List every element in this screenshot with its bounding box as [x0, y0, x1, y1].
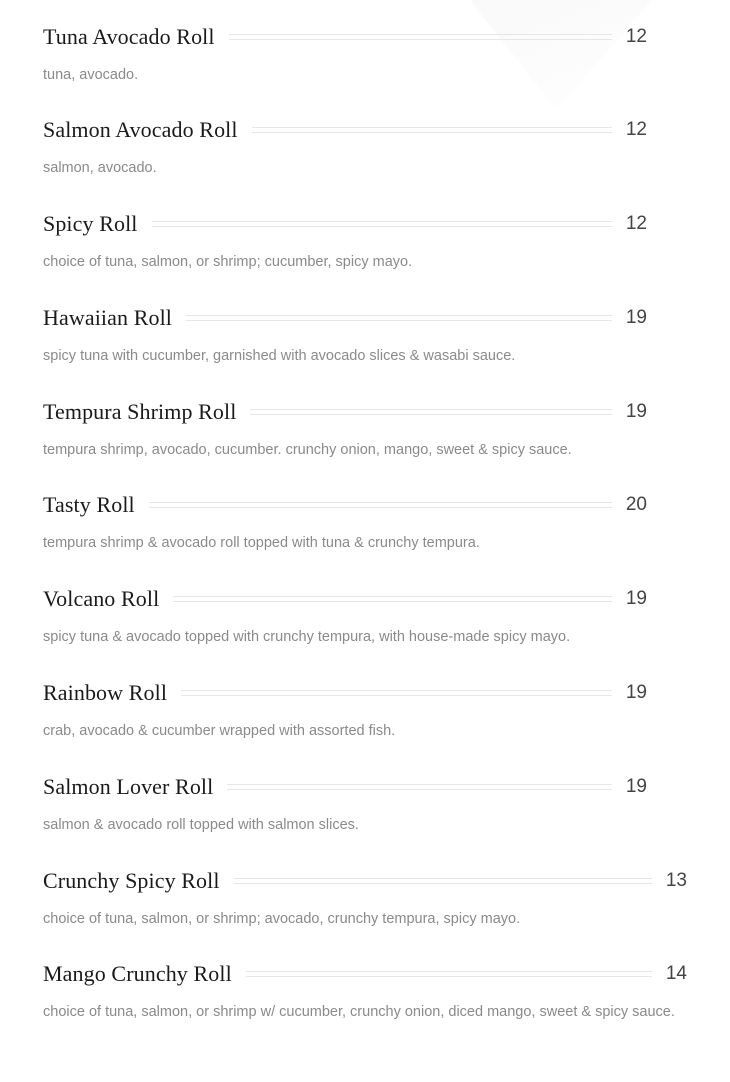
menu-item-price: 20: [625, 494, 647, 515]
menu-item-name: Spicy Roll: [43, 211, 138, 236]
menu-item-description: tempura shrimp & avocado roll topped with tuna & crunchy tempura.: [43, 535, 480, 551]
menu-item: [43, 487, 647, 556]
menu-item-price: 12: [625, 26, 647, 47]
menu-item: [43, 581, 647, 650]
menu-item-description: choice of tuna, salmon, or shrimp; avocado, crunchy tempura, spicy mayo.: [43, 911, 521, 927]
menu-item-description: salmon & avocado roll topped with salmon slices.: [43, 817, 359, 833]
menu-item-name: Salmon Avocado Roll: [43, 117, 238, 142]
menu-item-description: tuna, avocado.: [43, 67, 139, 83]
price-leader-line: [234, 878, 652, 884]
menu-item-description: choice of tuna, salmon, or shrimp; cucumber, spicy mayo.: [43, 254, 413, 270]
menu-item-name: Tempura Shrimp Roll: [43, 399, 237, 424]
menu-item-price: 12: [625, 213, 647, 234]
menu-item-name: Salmon Lover Roll: [43, 774, 214, 799]
menu-item-price: 14: [665, 963, 687, 984]
menu-item-price: 19: [625, 307, 647, 328]
price-leader-line: [152, 221, 612, 227]
menu-item: [43, 112, 647, 181]
menu-item: [43, 956, 687, 1025]
menu-item-price: 12: [625, 119, 647, 140]
menu-item-name: Hawaiian Roll: [43, 305, 172, 330]
menu-item: [43, 206, 647, 275]
menu-item-description: spicy tuna with cucumber, garnished with avocado slices & wasabi sauce.: [43, 348, 516, 364]
menu-item-description: spicy tuna & avocado topped with crunchy tempura, with house-made spicy mayo.: [43, 629, 571, 645]
menu-item: [43, 863, 687, 932]
price-leader-line: [250, 409, 611, 415]
menu-item-description: choice of tuna, salmon, or shrimp w/ cucumber, crunchy onion, diced mango, sweet & spicy sauce.: [43, 1004, 675, 1020]
menu-item-price: 13: [665, 870, 687, 891]
menu-item-name: Volcano Roll: [43, 586, 160, 611]
menu-item-description: tempura shrimp, avocado, cucumber. crunchy onion, mango, sweet & spicy sauce.: [43, 442, 572, 458]
price-leader-line: [227, 784, 612, 790]
price-leader-line: [246, 971, 652, 977]
menu-item: [43, 675, 647, 744]
menu-item-name: Rainbow Roll: [43, 680, 168, 705]
menu-item: [43, 19, 647, 88]
menu-item-name: Crunchy Spicy Roll: [43, 868, 220, 893]
menu-item-price: 19: [625, 776, 647, 797]
price-leader-line: [181, 690, 612, 696]
menu-item-description: salmon, avocado.: [43, 160, 157, 176]
menu-item-name: Tuna Avocado Roll: [43, 24, 215, 49]
menu-item: [43, 300, 647, 369]
price-leader-line: [149, 502, 612, 508]
price-leader-line: [186, 315, 612, 321]
menu-item-name: Mango Crunchy Roll: [43, 961, 232, 986]
menu-item-price: 19: [625, 401, 647, 422]
menu-item: [43, 394, 647, 463]
menu-item-description: crab, avocado & cucumber wrapped with assorted fish.: [43, 723, 396, 739]
menu-item-price: 19: [625, 588, 647, 609]
price-leader-line: [229, 34, 612, 40]
price-leader-line: [252, 127, 612, 133]
price-leader-line: [173, 596, 612, 602]
menu-item-price: 19: [625, 682, 647, 703]
menu-item: [43, 769, 647, 838]
menu-item-name: Tasty Roll: [43, 492, 135, 517]
